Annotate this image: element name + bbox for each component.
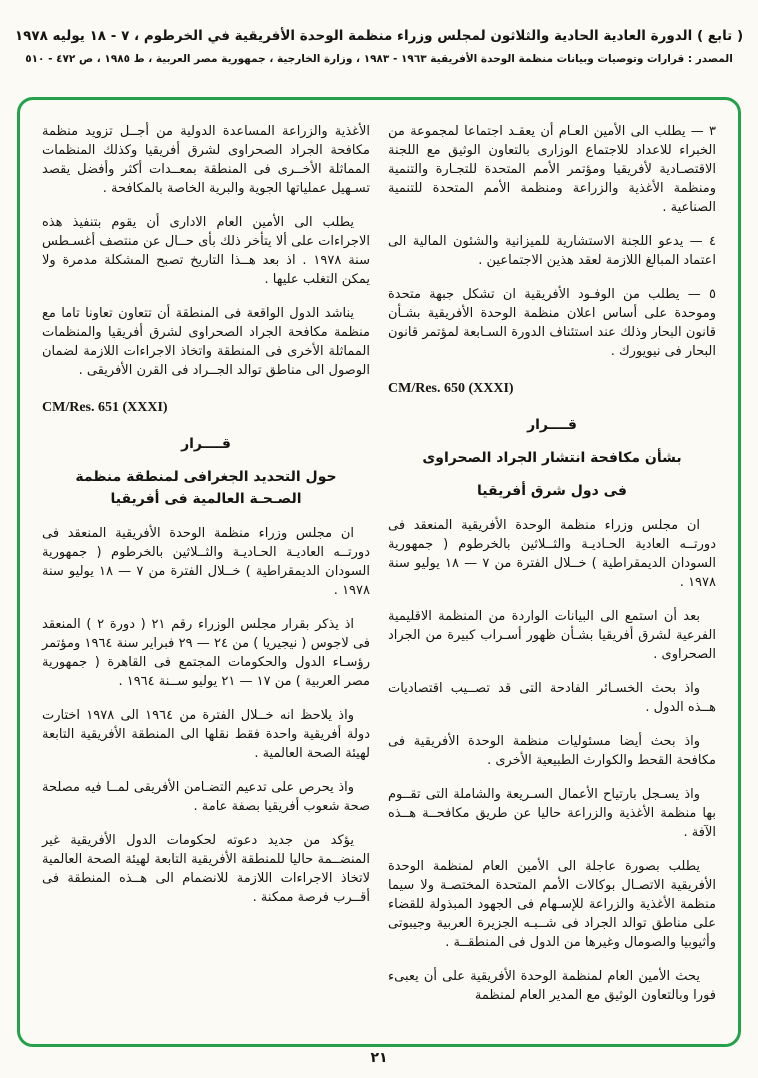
continuation-paragraph: الأغذية والزراعة المساعدة الدولية من أجــل تزويد منظمة مكافحة الجراد الصحراوى لشرق أفريقيا وكذلك المنظمات المماثلة الأخــرى فى المنطقة بمعــدات أكثر وأفضل يقصد تسـهيل عملياتها الجوية والبرية الخاصة بالمكافحة . bbox=[42, 124, 370, 196]
column-left bbox=[42, 122, 370, 1036]
paragraph: بعد أن استمع الى البيانات الواردة من المنظمة الاقليمية الفرعية لشرق أفريقيا بشـأن ظهور أسـراب كبيرة من الجراد الصحراوى . bbox=[388, 609, 716, 662]
text-columns bbox=[20, 100, 738, 1044]
resolution-subject-heading: بشأن مكافحة انتشار الجراد الصحراوى bbox=[422, 450, 682, 466]
column-right bbox=[388, 122, 716, 1036]
paragraph: واذ يحرص على تدعيم التضـامن الأفريقى لمــا فيه مصلحة صحة شعوب أفريقيا بصفة عامة . bbox=[42, 780, 370, 814]
resolution-region-heading: فى دول شرق أفريقيا bbox=[477, 483, 627, 499]
paragraph: يطلب الى الأمين العام الادارى أن يقوم بتنفيذ هذه الاجراءات على ألا يتأخر ذلك بأى حــال عن منتصف أغسـطس سنة ١٩٧٨ . اذ بعد هــذا التاريخ تصبح المشكلة مدمرة ولا يمكن التغلب عليها . bbox=[42, 215, 370, 287]
resolution-number-651: CM/Res. 651 (XXXI) bbox=[42, 400, 168, 415]
numbered-paragraph-3: ٣ — يطلب الى الأمين العـام أن يعقـد اجتماعا لمجموعة من الخبراء للاعداد للاجتماع الوزارى بالتعاون الوثيق مع اللجنة الاقتصـادية لأفريقيا ومؤتمر الأمم المتحدة للتجـارة والتنمية ومنظمة الأغذية والزراعة ومنظمة الأمم المتحدة للتنمية الصناعية . bbox=[388, 124, 716, 215]
page-number: ٢١ bbox=[370, 1050, 388, 1066]
paragraph: ان مجلس وزراء منظمة الوحدة الأفريقية المنعقد فى دورتــه العادية الحـاديـة والثــلاثين بالخرطوم ( جمهورية السودان الديمقراطية ) خــلال الفترة من ٧ — ١٨ يوليو سنة ١٩٧٨ . bbox=[388, 518, 717, 590]
paragraph: يحث الأمين العام لمنظمة الوحدة الأفريقية على أن يعبىء فورا وبالتعاون الوثيق مع المدير العام لمنظمة bbox=[388, 969, 716, 1003]
numbered-paragraph-5: ٥ — يطلب من الوفـود الأفريقية ان تشكل جبهة متحدة وموحدة على أساس اعلان منظمة الوحدة الأفريقية بشـأن قانون البحار وذلك عند استئناف الدورة السـابعة لمؤتمر قانون البحار فى نيويورك . bbox=[388, 287, 716, 359]
resolution-number-650: CM/Res. 650 (XXXI) bbox=[388, 381, 514, 396]
paragraph: واذ يسـجل بارتياح الأعمال السـريعة والشاملة التى تقــوم بها منظمة الأغذية والزراعة حاليا عن طريق مكافحــة هــذه الآفة . bbox=[388, 787, 716, 840]
paragraph: واذ يلاحظ انه خــلال الفترة من ١٩٦٤ الى ١٩٧٨ اختارت دولة أفريقية واحدة فقط نقلها الى المنطقة الأفريقية التابعة لهيئة الصحة العالمية . bbox=[42, 708, 370, 761]
paragraph: يطلب بصورة عاجلة الى الأمين العام لمنظمة الوحدة الأفريقية الاتصـال بوكالات الأمم المتحدة المختصـة ولا سيما منظمة الأغذية والزراعة للإسـهام فى الجهود المبذولة للقضاء على مناطق توالد الجراد فى شــبـه الجزيرة العربية وجيبوتى وأثيوبيا والصومال وغيرها من الدول فى المنطقــة . bbox=[388, 859, 716, 950]
paragraph: يناشد الدول الواقعة فى المنطقة أن تتعاون تعاونا تاما مع منظمة مكافحة الجراد الصحراوى لشرق أفريقيا والمنظمات المماثلة الأخرى فى المنطقة واتخاذ الاجراءات اللازمة لضمان الوصول الى مناطق توالد الجــراد فى القرن الأفريقى . bbox=[42, 306, 370, 378]
paragraph: اذ يذكر بقرار مجلس الوزراء رقم ٢١ ( دورة ٢ ) المنعقد فى لاجوس ( نيجيريا ) من ٢٤ — ٢٩ فبراير سنة ١٩٦٤ ومؤتمر رؤسـاء الدول والحكومات المجتمع فى القاهرة ( جمهورية مصر العربية ) من ١٧ — ٢١ يوليو ســنة ١٩٦٤ . bbox=[42, 617, 370, 689]
paragraph: ان مجلس وزراء منظمة الوحدة الأفريقية المنعقد فى دورتــه العاديـة الحـاديـة والثــلاثين بالخرطوم ( جمهورية السودان الديمقراطية ) خــلال الفترة من ٧ — ١٨ يوليو سنة ١٩٧٨ . bbox=[42, 526, 371, 598]
paragraph: واذ بحث أيضا مسئوليات منظمة الوحدة الأفريقية فى مكافحة القحط والكوارث الطبيعية الأخرى . bbox=[388, 734, 716, 768]
resolution-subject-heading-line1: حول التحديد الجغرافى لمنطقة منظمة bbox=[75, 469, 337, 485]
document-source-line: المصدر : قرارات وتوصيات وبيانات منظمة الوحدة الأفريقية ١٩٦٣ - ١٩٨٣ ، وزارة الخارجية ، جمهورية مصر العربية ، ط ١٩٨٥ ، ص ٤٧٢ - ٥١٠ bbox=[25, 53, 733, 65]
green-border-frame bbox=[17, 97, 741, 1047]
resolution-title-heading: قــــرار bbox=[527, 417, 577, 433]
page-header bbox=[0, 0, 758, 65]
resolution-subject-heading-line2: الصـحـة العالمية فى أفريقيا bbox=[110, 491, 302, 507]
paragraph: يؤكد من جديد دعوته لحكومات الدول الأفريقية غير المنضــمة حاليا للمنطقة الأفريقية التابعة لهيئة الصحة العالمية لاتخاذ الاجراءات اللازمة للانضمام الى هــذه المنطقة فى أقــرب فرصة ممكنة . bbox=[42, 833, 370, 905]
paragraph: واذ بحث الخسـائر الفادحة التى قد تصــيب اقتصاديات هــذه الدول . bbox=[388, 681, 716, 715]
document-title: ( تابع ) الدورة العادية الحادية والثلاثون لمجلس وزراء منظمة الوحدة الأفريقية في الخرطوم ، ٧ - ١٨ يوليه ١٩٧٨ bbox=[14, 28, 744, 44]
resolution-title-heading: قــــرار bbox=[181, 436, 231, 452]
numbered-paragraph-4: ٤ — يدعو اللجنة الاستشارية للميزانية والشئون المالية الى اعتماد المبالغ اللازمة لعقد هذين الاجتماعين . bbox=[388, 234, 716, 268]
